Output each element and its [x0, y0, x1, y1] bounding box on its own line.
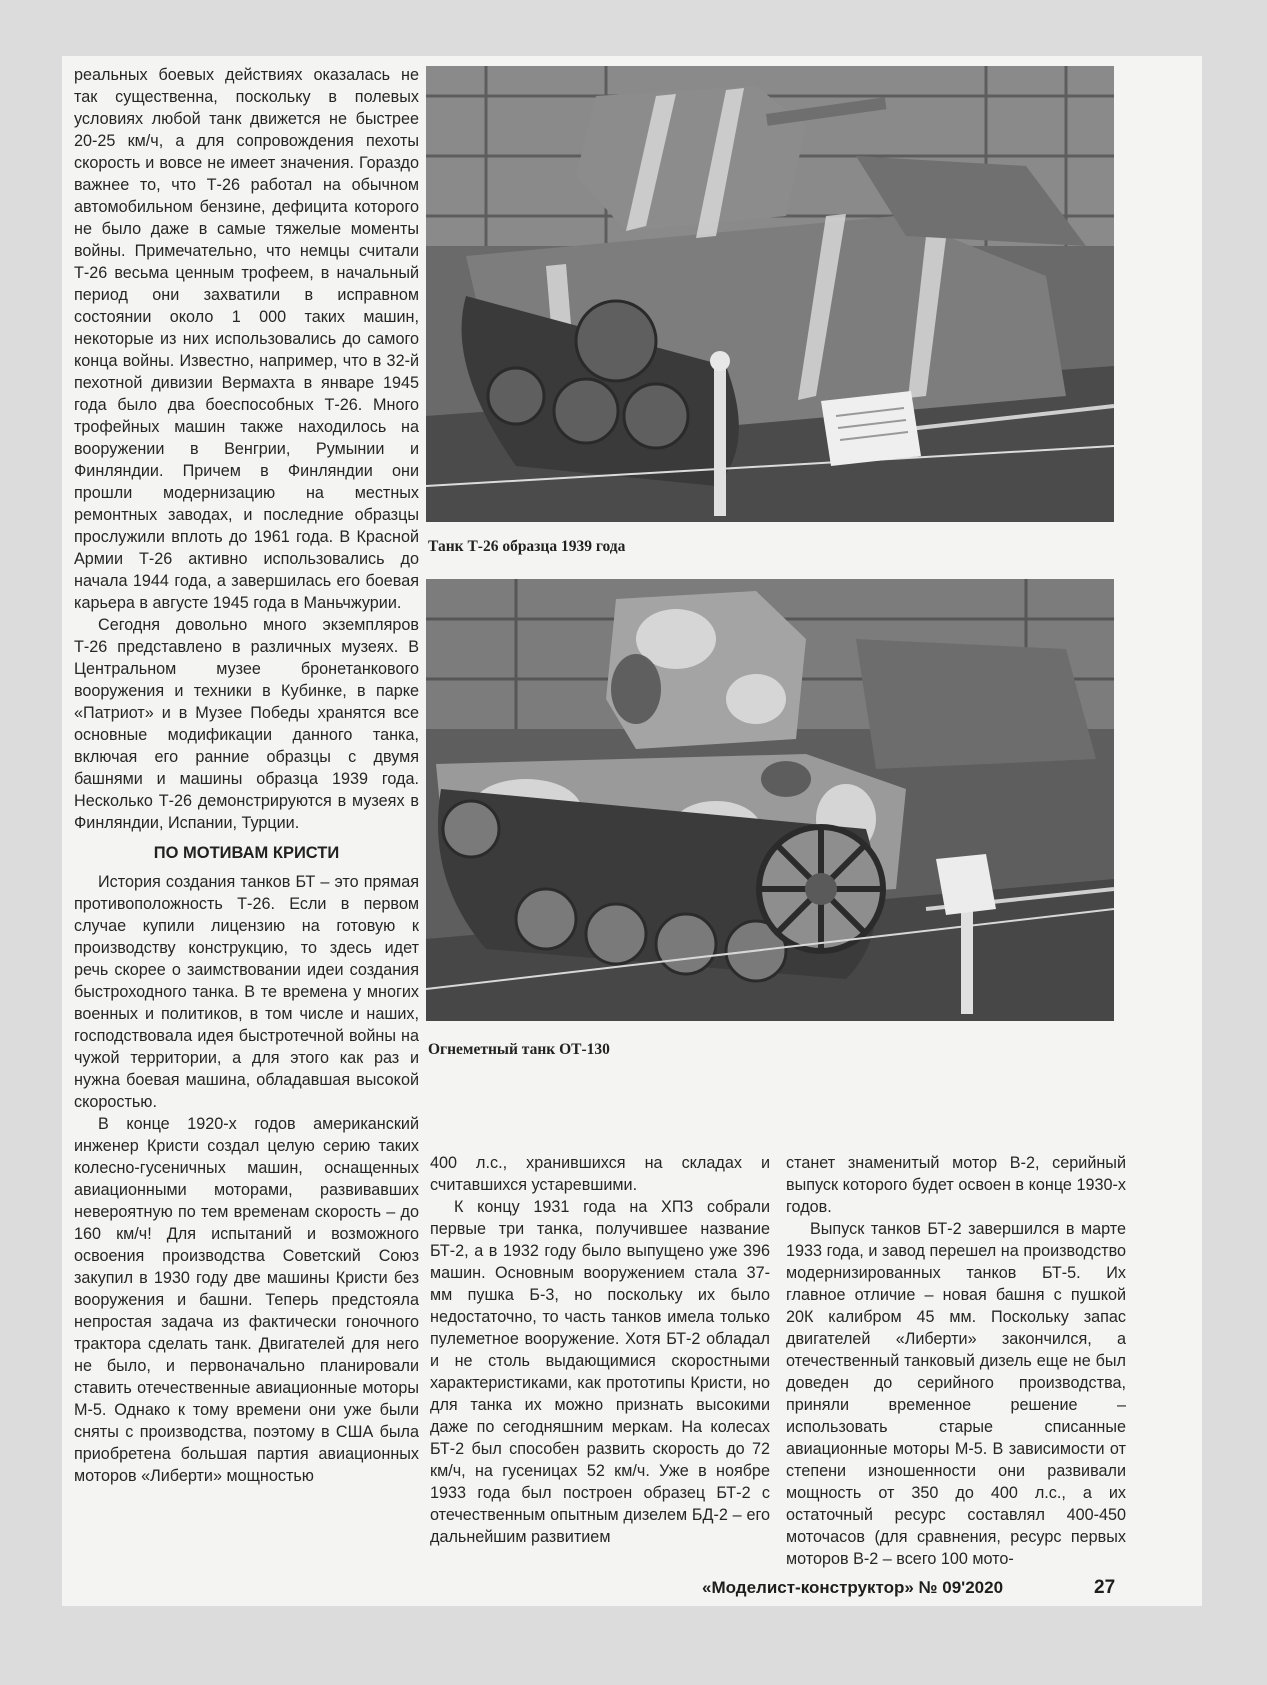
- text-column-3: [786, 1152, 1126, 1570]
- paragraph: Сегодня довольно много экземпляров Т-26 представлено в различных музеях. В Центральном музее бронетанкового вооружения и техники в Кубинке, в парке «Патриот» и в Музее Победы хранятся все основные модификации данного танка, включая его ранние образцы с двумя башнями и машины образца 1939 года. Несколько Т-26 демонстрируются в музеях в Финляндии, Испании, Турции.: [74, 616, 419, 832]
- paragraph: К концу 1931 года на ХПЗ собрали первые три танка, получившее название БТ-2, а в 1932 году было выпущено уже 396 машин. Основным вооружением стала 37-мм пушка Б-3, но поскольку их было недостаточно, то часть танков имела только пулеметное вооружение. Хотя БТ-2 обладал и не столь выдающимися скоростными характеристиками, как прототипы Кристи, но для танка их можно признать высокими даже по сегодняшним меркам. На колесах БТ-2 был способен развить скорость до 72 км/ч, на гусеницах 52 км/ч. Уже в ноябре 1933 года был построен образец БТ-2 с отечественным опытным дизелем БД-2 – его дальнейшим развитием: [430, 1198, 770, 1546]
- magazine-page: [62, 56, 1202, 1606]
- text-column-2: [430, 1152, 770, 1548]
- text-column-1: [74, 64, 419, 1487]
- paragraph: История создания танков БТ – это прямая противоположность Т-26. Если в первом случае купили лицензию на готовую к производству конструкцию, то здесь идет речь скорее о заимствовании идеи создания быстроходного танка. В те времена у многих военных и политиков, в том числе и наших, господствовала идея быстротечной войны на чужой территории, а для этого как раз и нужна боевая машина, обладавшая высокой скоростью.: [74, 873, 419, 1111]
- paragraph: Выпуск танков БТ-2 завершился в марте 1933 года, и завод перешел на производство модернизированных танков БТ-5. Их главное отличие – новая башня с пушкой 20К калибром 45 мм. Поскольку запас двигателей «Либерти» закончился, а отечественный танковый дизель еще не был доведен до серийного производства, приняли временное решение – использовать старые списанные авиационные моторы М-5. В зависимости от степени изношенности они развивали мощность от 350 до 400 л.с., а их остаточный ресурс составлял 400-450 моточасов (для сравнения, ресурс первых моторов В-2 – всего 100 мото-: [786, 1220, 1126, 1568]
- t26-tank-illustration: [426, 66, 1114, 522]
- page-number: 27: [1094, 1577, 1116, 1598]
- paragraph: станет знаменитый мотор В-2, серийный выпуск которого будет освоен в конце 1930-х годов.: [786, 1154, 1126, 1216]
- photo-ot130-tank: [426, 579, 1114, 1021]
- photo-caption: Танк Т-26 образца 1939 года: [428, 538, 626, 555]
- photo-t26-tank: [426, 66, 1114, 522]
- ot130-tank-illustration: [426, 579, 1114, 1021]
- paragraph: В конце 1920-х годов американский инженер Кристи создал целую серию таких колесно-гусеничных машин, оснащенных авиационными моторами, развивавших невероятную по тем временам скорость – до 160 км/ч! Для испытаний и возможного освоения производства Советский Союз закупил в 1930 году две машины Кристи без вооружения и башни. Теперь предстояла непростая задача из фактически гоночного трактора сделать танк. Двигателей для него не было, и первоначально планировали ставить отечественные авиационные моторы М-5. Однако к тому времени они уже были сняты с производства, поэтому в США была приобретена большая партия авиационных моторов «Либерти» мощностью: [74, 1115, 419, 1485]
- paragraph: 400 л.с., хранившихся на складах и считавшихся устаревшими.: [430, 1154, 770, 1194]
- photo-caption: Огнеметный танк ОТ-130: [428, 1041, 610, 1058]
- paragraph: реальных боевых действиях оказалась не так существенна, поскольку в полевых условиях любой танк движется не быстрее 20-25 км/ч, а для сопровождения пехоты скорость и вовсе не имеет значения. Гораздо важнее то, что Т-26 работал на обычном автомобильном бензине, дефицита которого не было даже в самые тяжелые моменты войны. Примечательно, что немцы считали Т-26 весьма ценным трофеем, в начальный период они захватили в исправном состоянии около 1 000 таких машин, некоторые из них использовались до самого конца войны. Известно, например, что в 32-й пехотной дивизии Вермахта в январе 1945 года было два боеспособных Т-26. Много трофейных машин также находилось на вооружении в Венгрии, Румынии и Финляндии. Причем в Финляндии они прошли модернизацию на местных ремонтных заводах, и последние образцы прослужили вплоть до 1961 года. В Красной Армии Т-26 активно использовались до начала 1944 года, а завершилась его боевая карьера в августе 1945 года в Маньчжурии.: [74, 66, 419, 612]
- magazine-footer: «Моделист-конструктор» № 09'2020: [702, 1578, 1004, 1597]
- section-heading: ПО МОТИВАМ КРИСТИ: [153, 844, 340, 862]
